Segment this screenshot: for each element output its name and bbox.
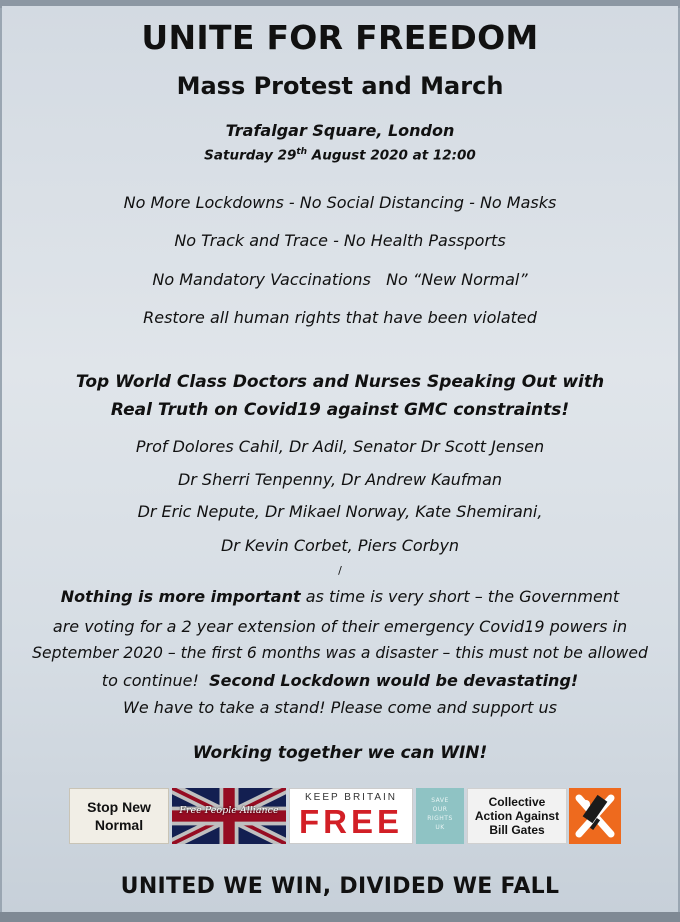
doctors-heading-line: Real Truth on Covid19 against GMC constraints!: [110, 400, 570, 420]
speaker-line: Dr Sherri Tenpenny, Dr Andrew Kaufman: [177, 470, 503, 489]
save-our-rights-logo: [416, 788, 464, 844]
crossed-syringe-icon: [569, 788, 621, 844]
speaker-line: Prof Dolores Cahil, Dr Adil, Senator Dr Scott Jensen: [135, 437, 545, 456]
message-line: are voting for a 2 year extension of their emergency Covid19 powers in: [52, 617, 628, 636]
logo-text: KEEP BRITAIN: [305, 792, 397, 803]
logo-text: SAVE: [431, 797, 449, 804]
logo-text: OUR: [432, 806, 448, 813]
bottom-border: [0, 912, 680, 922]
message-emphasis: Nothing is more important: [60, 587, 301, 606]
demand-line: No Mandatory Vaccinations No “New Normal”: [152, 270, 528, 289]
message-text: to continue!: [101, 671, 210, 690]
keep-britain-free-logo: [289, 788, 413, 844]
message-text: as time is very short – the Government: [300, 587, 620, 606]
logo-text: Normal: [94, 817, 144, 833]
message-line: [2, 587, 678, 606]
logo-text: Stop New: [87, 799, 151, 815]
logo-text: UK: [435, 824, 445, 831]
flyer-title: UNITE FOR FREEDOM: [141, 18, 539, 57]
venue: Trafalgar Square, London: [225, 121, 455, 140]
separator-mark: /: [338, 564, 342, 577]
date-ordinal: th: [296, 147, 308, 157]
no-vaccine-logo: [569, 788, 621, 844]
date-day: Saturday 29: [204, 147, 297, 164]
collective-action-logo: [467, 788, 567, 844]
speaker-line: Dr Eric Nepute, Dr Mikael Norway, Kate Shemirani,: [137, 502, 543, 521]
message-line: September 2020 – the first 6 months was a disaster – this must not be allowed: [32, 644, 648, 662]
demand-line: Restore all human rights that have been violated: [143, 308, 537, 327]
logo-text: RIGHTS: [427, 815, 453, 822]
date-rest: August 2020 at 12:00: [307, 147, 476, 164]
free-people-alliance-logo: [172, 788, 286, 844]
message-line: [2, 671, 678, 690]
logo-text: Collective Action Against Bill Gates: [474, 795, 560, 837]
logo-text: Free People Alliance: [179, 805, 279, 816]
demand-line: No More Lockdowns - No Social Distancing - No Masks: [123, 193, 557, 212]
logo-text: FREE: [298, 803, 403, 840]
doctors-heading-line: Top World Class Doctors and Nurses Speaking Out with: [75, 372, 605, 392]
message-emphasis: Second Lockdown would be devastating!: [209, 671, 579, 690]
protest-flyer: [2, 6, 678, 912]
slogan: Working together we can WIN!: [192, 743, 488, 763]
event-date: [2, 147, 678, 164]
stop-new-normal-logo: [69, 788, 169, 844]
footer-slogan: UNITED WE WIN, DIVIDED WE FALL: [120, 874, 560, 899]
flyer-subtitle: Mass Protest and March: [176, 72, 504, 100]
message-line: We have to take a stand! Please come and support us: [123, 698, 557, 717]
logo-text: [416, 796, 464, 832]
speaker-line: Dr Kevin Corbet, Piers Corbyn: [220, 536, 460, 555]
union-flag-icon: [172, 788, 286, 844]
demand-line: No Track and Trace - No Health Passports: [174, 231, 506, 250]
